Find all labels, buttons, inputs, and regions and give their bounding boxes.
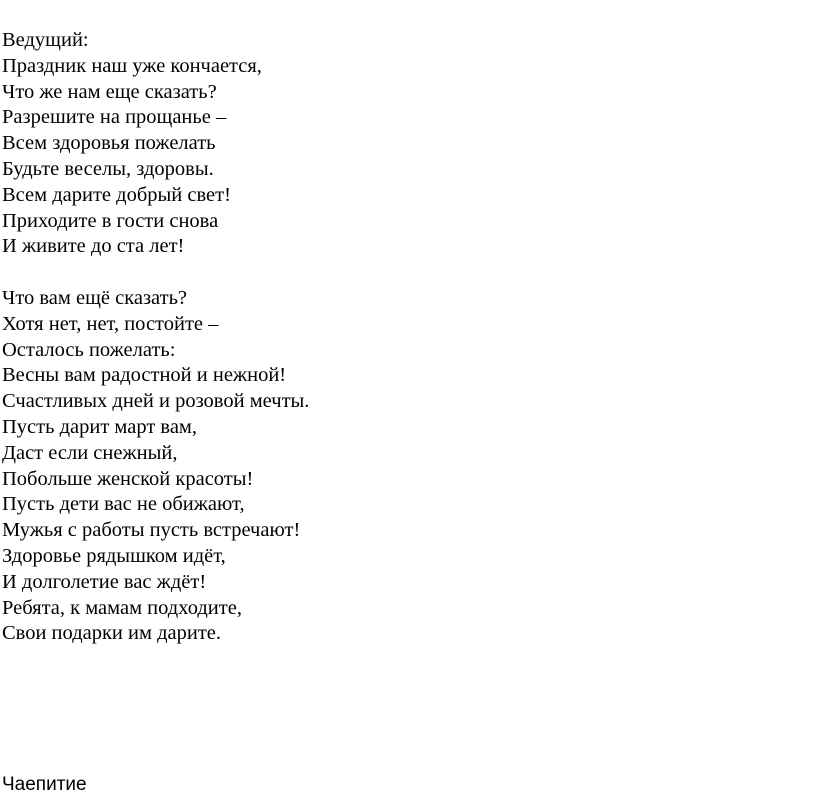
poem-line: И долголетие вас ждёт! [2,570,207,593]
poem-line: Свои подарки им дарите. [2,622,222,645]
poem-line: Даст если снежный, [2,441,178,464]
poem-line: Здоровье рядышком идёт, [2,544,226,567]
speaker-label: Ведущий: [2,29,89,51]
poem-line: Мужья с работы пусть встречают! [2,519,301,542]
poem-line: Побольше женской красоты! [2,467,254,490]
poem-line: Приходите в гости снова [2,209,219,232]
poem-line: И живите до ста лет! [2,235,185,258]
poem-line: Будьте веселы, здоровы. [2,157,214,180]
poem-line: Пусть дети вас не обижают, [2,493,245,516]
poem-line: Что же нам еще сказать? [2,80,217,103]
poem-text [2,28,309,647]
poem-line: Весны вам радостной и нежной! [2,364,287,387]
poem-line: Всем здоровья пожелать [2,132,216,155]
poem-line: Что вам ещё сказать? [2,286,188,309]
poem-line: Ребята, к мамам подходите, [2,596,242,619]
stanza-divider [2,260,309,286]
poem-line: Пусть дарит март вам, [2,415,198,438]
poem-line: Осталось пожелать: [2,338,176,361]
poem-line: Разрешите на прощанье – [2,106,227,129]
poem-line: Всем дарите добрый свет! [2,183,231,206]
poem-line: Хотя нет, нет, постойте – [2,312,219,335]
poem-line: Счастливых дней и розовой мечты. [2,390,310,413]
poem-line: Праздник наш уже кончается, [2,54,262,77]
section-heading-tea: Чаепитие [2,774,87,795]
